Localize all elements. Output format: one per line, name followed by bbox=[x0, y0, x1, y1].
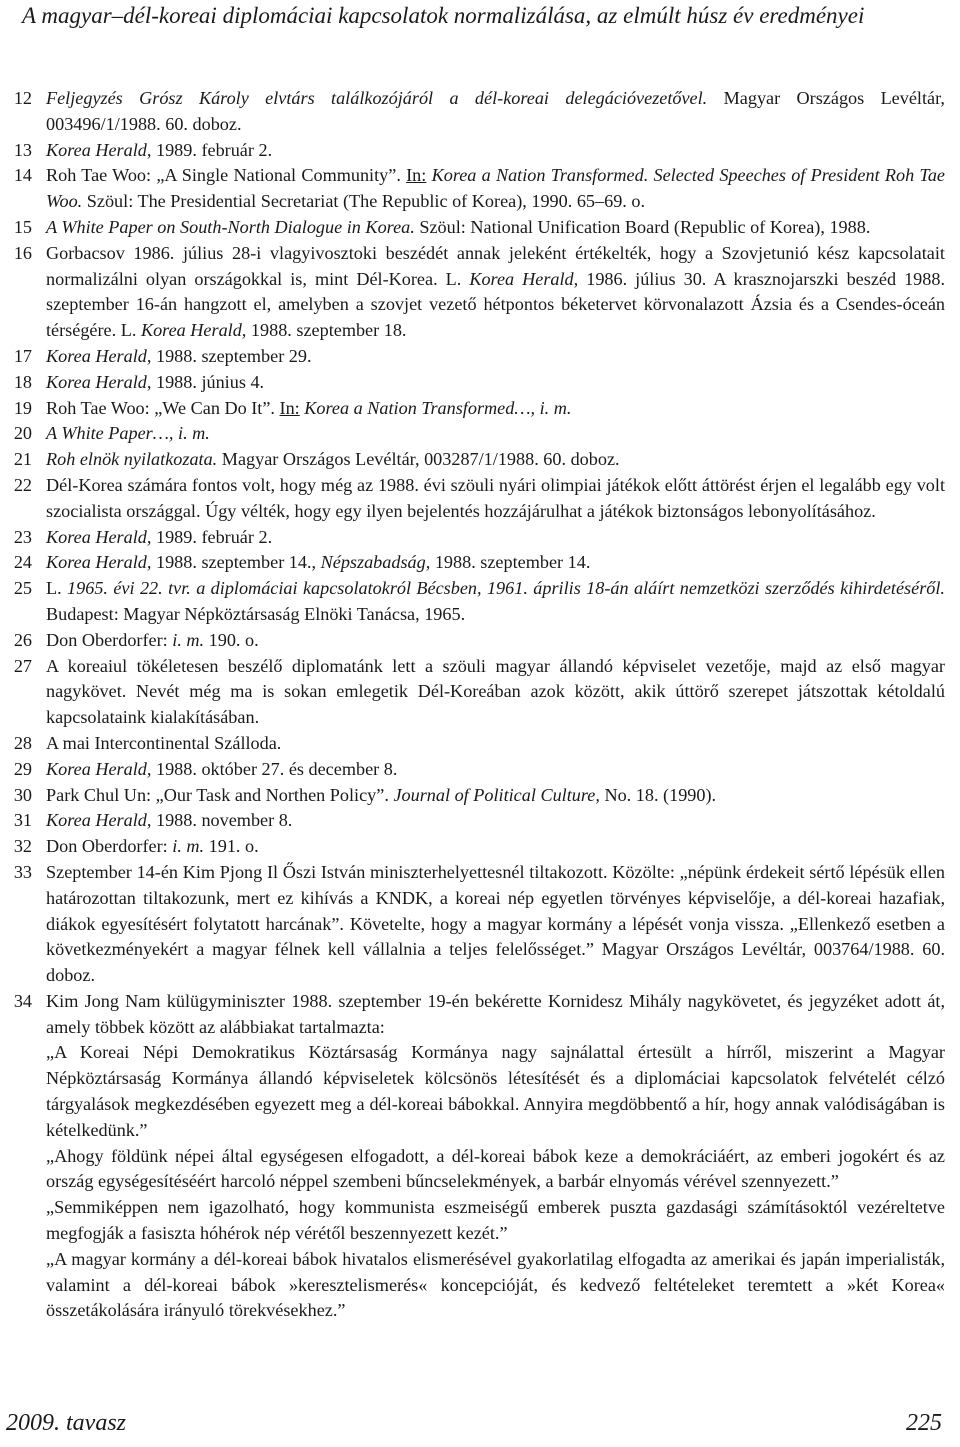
footnote-31 bbox=[10, 808, 945, 834]
footnote-21 bbox=[10, 447, 945, 473]
text-segment: 1988. november 8. bbox=[151, 810, 293, 831]
footnote-23 bbox=[10, 525, 945, 551]
text-segment: „A magyar kormány a dél-koreai bábok hivatalos elismerésével gyakorlatilag elfogadta az amerikai és japán imperialisták, valamint a dél-koreai bábok »keresztelismerés« koncepcióját, és kedvező feltételeket teremtett a »két Korea« összetákolására irányuló törekvésekhez.” bbox=[46, 1248, 945, 1321]
footnote-16 bbox=[10, 241, 945, 344]
footnote-text bbox=[46, 862, 945, 985]
underlined-segment: In: bbox=[406, 165, 427, 186]
footnote-text bbox=[46, 759, 397, 779]
footnote-15 bbox=[10, 215, 945, 241]
text-segment: 1988. június 4. bbox=[151, 371, 265, 392]
underlined-segment: In: bbox=[279, 397, 300, 418]
text-segment: 1988. szeptember 14., bbox=[151, 552, 321, 573]
text-segment: Szeptember 14-én Kim Pjong Il Őszi István miniszterhelyettesnél tiltakozott. Közölte: „népünk érdekeit sértő lépésük ellen határozottan tiltakozunk, mert ez kihívás a KNDK, a koreai nép egyetlen törvényes képviselője, a dél-koreai hazafiak, diákok egyesítésért folytatott harcának”. Követelte, hogy a magyar kormány a lépését vonja vissza. „Ellenkező esetben a következményekért a magyar félnek kell vállalnia a teljes felelősséget.” Magyar Országos Levéltár, 003764/1988. 60. doboz. bbox=[46, 861, 945, 986]
footnote-number: 33 bbox=[13, 861, 32, 882]
footnote-number: 12 bbox=[13, 88, 32, 108]
italic-segment: 1965. évi 22. tvr. a diplomáciai kapcsolatokról Bécsben, 1961. április 18-án aláírt nemzetközi szerződés kihirdetéséről. bbox=[67, 578, 945, 599]
footnote-number: 18 bbox=[13, 371, 32, 392]
italic-segment: Népszabadság, bbox=[320, 552, 431, 573]
footnote-quote bbox=[46, 1195, 945, 1247]
footnote-14 bbox=[10, 163, 945, 215]
italic-segment: Korea a Nation Transformed…, i. m. bbox=[304, 397, 572, 418]
text-segment: Kim Jong Nam külügyminiszter 1988. szeptember 19-én bekérette Kornidesz Mihály nagykövetet, és jegyzéket adott át, amely többek között az alábbiakat tartalmazta: bbox=[46, 990, 945, 1037]
footnote-number: 23 bbox=[13, 526, 32, 547]
footnote-number: 34 bbox=[13, 990, 32, 1011]
italic-segment: i. m. bbox=[172, 836, 205, 857]
text-segment: Roh Tae Woo: „A Single National Community”. bbox=[46, 165, 407, 186]
footnote-text bbox=[46, 836, 259, 856]
footnote-number: 13 bbox=[13, 139, 32, 160]
italic-segment: Korea Herald, bbox=[46, 758, 152, 779]
footnote-27 bbox=[10, 654, 945, 731]
text-segment: Szöul: National Unification Board (Republic of Korea), 1988. bbox=[414, 216, 871, 237]
footnote-13 bbox=[10, 138, 945, 164]
footnote-text bbox=[46, 630, 259, 650]
footnote-text bbox=[46, 552, 590, 572]
footnote-number: 24 bbox=[13, 552, 32, 573]
text-segment: L. bbox=[46, 578, 68, 599]
italic-segment: Feljegyzés Grósz Károly elvtárs találkozójáról a dél-koreai delegációvezetővel. bbox=[46, 88, 708, 108]
footnote-number: 25 bbox=[13, 578, 32, 599]
italic-segment: Korea Herald, bbox=[46, 139, 152, 160]
italic-segment: Korea Herald, bbox=[46, 810, 152, 831]
footnote-text bbox=[46, 733, 281, 753]
footnote-number: 28 bbox=[13, 732, 32, 753]
text-segment: Gorbacsov 1986. július 28-i vlagyivosztoki beszédét annak jeleként értékelték, hogy a Szovjetunió kész kapcsolatait normalizálni olyan országokkal is, mint Dél-Korea. L. bbox=[46, 242, 945, 289]
footnote-32 bbox=[10, 834, 945, 860]
footnote-34 bbox=[10, 989, 945, 1324]
footnote-text bbox=[46, 989, 945, 1041]
footnote-text bbox=[46, 527, 272, 547]
footnote-26 bbox=[10, 628, 945, 654]
page-number: 225 bbox=[906, 1410, 942, 1436]
footnote-number: 20 bbox=[13, 423, 32, 444]
italic-segment: Journal of Political Culture, bbox=[393, 784, 600, 805]
italic-segment: A White Paper…, i. m. bbox=[46, 423, 210, 444]
footnote-number: 17 bbox=[13, 345, 32, 366]
italic-segment: Korea a Nation Transformed. Selected Speeches of President Roh Tae Woo. bbox=[46, 165, 946, 212]
footnote-17 bbox=[10, 344, 945, 370]
footnote-text bbox=[46, 217, 870, 237]
text-segment: Don Oberdorfer: bbox=[46, 629, 173, 650]
footnote-text bbox=[46, 785, 716, 805]
footnote-quote bbox=[46, 1144, 945, 1196]
text-segment: Park Chul Un: „Our Task and Northen Policy”. bbox=[46, 784, 394, 805]
footnote-number: 22 bbox=[13, 474, 32, 495]
footnote-text bbox=[46, 372, 264, 392]
text-segment: Szöul: The Presidential Secretariat (The Republic of Korea), 1990. 65–69. o. bbox=[82, 191, 646, 212]
footnote-number: 32 bbox=[13, 836, 32, 857]
footnote-text bbox=[46, 656, 945, 728]
text-segment: Magyar Országos Levéltár, 003496/1/1988. 60. doboz. bbox=[46, 88, 945, 134]
text-segment: „Semmiképpen nem igazolható, hogy kommunista eszmeiségű emberek puszta gazdasági számításoktól vezéreltetve megfogják a fasiszta hóhérok nép vérétől beszennyezett kezét.” bbox=[46, 1197, 945, 1244]
italic-segment: Korea Herald, bbox=[46, 371, 152, 392]
footnote-number: 15 bbox=[13, 216, 32, 237]
italic-segment: Korea Herald, bbox=[140, 320, 247, 341]
text-segment: A koreaiul tökéletesen beszélő diplomatánk lett a szöuli magyar állandó képviselet vezetője, majd az első magyar nagykövet. Nevét még ma is sokan emlegetik Dél-Koreában azok között, akik úttörő szerepet játszottak kétoldalú kapcsolataink kialakításában. bbox=[46, 655, 945, 728]
italic-segment: Korea Herald, bbox=[46, 526, 152, 547]
footnote-number: 26 bbox=[13, 629, 32, 650]
page-footer bbox=[0, 1410, 960, 1440]
text-segment: 1989. február 2. bbox=[151, 139, 273, 160]
italic-segment: Korea Herald, bbox=[46, 552, 152, 573]
footnote-text bbox=[46, 475, 945, 521]
footnote-12 bbox=[10, 86, 945, 138]
footnote-text bbox=[46, 398, 571, 418]
italic-segment: Korea Herald, bbox=[46, 345, 152, 366]
footnote-number: 31 bbox=[13, 810, 32, 831]
footnote-text bbox=[46, 243, 945, 340]
italic-segment: i. m. bbox=[172, 629, 205, 650]
footnote-30 bbox=[10, 783, 945, 809]
footnote-22 bbox=[10, 473, 945, 525]
footnote-text bbox=[46, 88, 945, 134]
text-segment: 1986. július 30. A krasznojarszki beszéd 1988. szeptember 16-án hangzott el, amelyben a szovjet vezető hétpontos béketervet körvonalazott Ázsia és a Csendes-óceán térségére. L. bbox=[46, 268, 945, 341]
footnote-text bbox=[46, 165, 945, 211]
text-segment: Magyar Országos Levéltár, 003287/1/1988. 60. doboz. bbox=[217, 449, 620, 470]
footnote-text bbox=[46, 578, 945, 624]
footnote-number: 27 bbox=[13, 655, 32, 676]
text-segment: No. 18. (1990). bbox=[599, 784, 717, 805]
text-segment: „Ahogy földünk népei által egységesen elfogadott, a dél-koreai bábok keze a demokráciáért, az emberi jogokért és az ország egységesítéséért harcoló néppel szembeni bűncselekmények, a barbár elnyomás vérével szennyezett.” bbox=[46, 1145, 945, 1192]
footnote-quote bbox=[46, 1247, 945, 1324]
footnote-text bbox=[46, 449, 620, 469]
footnote-28 bbox=[10, 731, 945, 757]
footnote-24 bbox=[10, 550, 945, 576]
text-segment: Budapest: Magyar Népköztársaság Elnöki Tanácsa, 1965. bbox=[46, 603, 466, 624]
text-segment: „A Koreai Népi Demokratikus Köztársaság Kormánya nagy sajnálattal értesült a hírről, miszerint a Magyar Népköztársaság Kormánya állandó képviseletek kölcsönös létesítését és a diplomáciai kapcsolatok felvételét célzó tárgyalások megkezdésében egyezett meg a dél-koreai bábokkal. Annyira megdöbbentő a hír, hogy annak valódiságában is kételkedünk.” bbox=[46, 1042, 945, 1140]
footnote-33 bbox=[10, 860, 945, 989]
footnote-number: 30 bbox=[13, 784, 32, 805]
footnote-quote bbox=[46, 1040, 945, 1143]
italic-segment: Korea Herald, bbox=[469, 268, 579, 289]
text-segment: 1988. október 27. és december 8. bbox=[151, 758, 398, 779]
footnote-text bbox=[46, 140, 272, 160]
footnote-text bbox=[46, 346, 312, 366]
footnote-text bbox=[46, 810, 292, 830]
footer-issue: 2009. tavasz bbox=[6, 1410, 126, 1436]
text-segment: Roh Tae Woo: „We Can Do It”. bbox=[46, 397, 280, 418]
text-segment: 1989. február 2. bbox=[151, 526, 273, 547]
text-segment: 1988. szeptember 14. bbox=[430, 552, 591, 573]
footnote-25 bbox=[10, 576, 945, 628]
footnote-number: 29 bbox=[13, 758, 32, 779]
text-segment: 190. o. bbox=[204, 629, 259, 650]
text-segment: Dél-Korea számára fontos volt, hogy még az 1988. évi szöuli nyári olimpiai játékok előtt áttörést érjen el legalább egy volt szocialista országgal. Úgy vélték, hogy egy ilyen bejelentés hozzájárulhat a játékok biztonságos lebonyolításához. bbox=[46, 474, 945, 521]
footnote-number: 16 bbox=[13, 242, 32, 263]
text-segment: 1988. szeptember 29. bbox=[151, 345, 312, 366]
footnote-19 bbox=[10, 396, 945, 422]
running-title: A magyar–dél-koreai diplomáciai kapcsolatok normalizálása, az elmúlt húsz év eredményei bbox=[22, 3, 865, 28]
footnote-number: 21 bbox=[13, 449, 32, 470]
footnote-number: 19 bbox=[13, 397, 32, 418]
footnote-number: 14 bbox=[13, 165, 32, 186]
footnote-29 bbox=[10, 757, 945, 783]
footnote-20 bbox=[10, 421, 945, 447]
text-segment: Don Oberdorfer: bbox=[46, 836, 173, 857]
footnote-18 bbox=[10, 370, 945, 396]
text-segment: 1988. szeptember 18. bbox=[246, 320, 407, 341]
footnote-text bbox=[46, 423, 210, 443]
italic-segment: Roh elnök nyilatkozata. bbox=[46, 449, 218, 470]
text-segment: 191. o. bbox=[204, 836, 259, 857]
italic-segment: A White Paper on South-North Dialogue in Korea. bbox=[46, 216, 415, 237]
footnotes-list bbox=[10, 86, 945, 1324]
text-segment: A mai Intercontinental Szálloda. bbox=[46, 732, 282, 753]
